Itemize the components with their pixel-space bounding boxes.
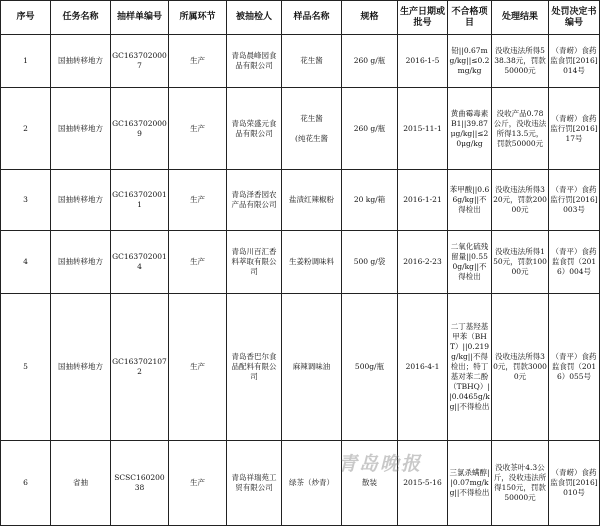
cell-sample-id: GC1637020007 [111, 35, 169, 88]
cell-production-date: 2015-5-16 [398, 441, 448, 526]
cell-spec: 500g/瓶 [342, 294, 398, 441]
cell-sample-id: GC1637020014 [111, 231, 169, 294]
cell-decision-no: （青崂）食药监行罚[2016]17号 [549, 88, 600, 170]
header-task-name: 任务名称 [51, 1, 111, 35]
cell-decision-no: （青平）食药监行罚[2016]003号 [549, 170, 600, 231]
cell-failed-items: 黄曲霉毒素B1||39.87μg/kg||≤20μg/kg [448, 88, 492, 170]
header-sample-name: 样品名称 [282, 1, 342, 35]
header-inspected-unit: 被抽检人 [227, 1, 282, 35]
cell-stage: 生产 [169, 88, 227, 170]
cell-sample-name [282, 88, 342, 170]
cell-no: 3 [1, 170, 51, 231]
sample-name-note: (纯花生酱 [295, 133, 328, 143]
header-stage: 所属环节 [169, 1, 227, 35]
cell-sample-id: GC1637020011 [111, 170, 169, 231]
cell-production-date: 2015-11-1 [398, 88, 448, 170]
cell-failed-items: 二氧化硫残留量||0.550g/kg||不得检出 [448, 231, 492, 294]
cell-sample-name [282, 170, 342, 231]
sample-name-text: 盐渍红辣椒粉 [289, 195, 334, 204]
cell-no: 2 [1, 88, 51, 170]
header-production-date: 生产日期或批号 [398, 1, 448, 35]
cell-task-name: 国抽转移地方 [51, 170, 111, 231]
cell-spec: 260 g/瓶 [342, 35, 398, 88]
cell-spec: 500 g/袋 [342, 231, 398, 294]
header-sample-id: 抽样单编号 [111, 1, 169, 35]
cell-inspected-unit: 青岛荣盛元食品有限公司 [227, 88, 282, 170]
header-no: 序号 [1, 1, 51, 35]
cell-spec: 20 kg/箱 [342, 170, 398, 231]
table-row [1, 441, 600, 526]
cell-failed-items: 苯甲酸||0.66g/kg||不得检出 [448, 170, 492, 231]
cell-sample-id: GC1637020009 [111, 88, 169, 170]
cell-inspected-unit: 青岛泽香园农产品有限公司 [227, 170, 282, 231]
cell-inspected-unit: 青岛川百汇香料萃取有限公司 [227, 231, 282, 294]
table-row [1, 88, 600, 170]
cell-no: 1 [1, 35, 51, 88]
cell-task-name: 国抽转移地方 [51, 35, 111, 88]
cell-stage: 生产 [169, 294, 227, 441]
cell-sample-id: GC1637021072 [111, 294, 169, 441]
sample-name-text: 花生酱 [300, 56, 323, 65]
cell-production-date: 2016-2-23 [398, 231, 448, 294]
cell-inspected-unit: 青岛香巴尔食品配料有限公司 [227, 294, 282, 441]
header-failed-items: 不合格项目 [448, 1, 492, 35]
table-row [1, 170, 600, 231]
cell-task-name: 国抽转移地方 [51, 294, 111, 441]
cell-production-date: 2016-1-21 [398, 170, 448, 231]
cell-sample-name [282, 35, 342, 88]
cell-task-name: 国抽转移地方 [51, 88, 111, 170]
cell-spec: 260 g/瓶 [342, 88, 398, 170]
cell-sample-name [282, 294, 342, 441]
header-spec: 规格 [342, 1, 398, 35]
cell-result: 没收产品0.78公斤，没收违法所得13.5元，罚款50000元 [492, 88, 549, 170]
cell-no: 5 [1, 294, 51, 441]
cell-production-date: 2016-1-5 [398, 35, 448, 88]
cell-sample-name [282, 441, 342, 526]
table-row [1, 35, 600, 88]
cell-decision-no: （青崂）食药监食罚[2016]010号 [549, 441, 600, 526]
cell-decision-no: （青崂）食药监食罚[2016]014号 [549, 35, 600, 88]
cell-inspected-unit: 青岛晨峰园食品有限公司 [227, 35, 282, 88]
cell-spec: 散装 [342, 441, 398, 526]
table-header-row [1, 1, 600, 35]
cell-result: 没收违法所得538.38元，罚款50000元 [492, 35, 549, 88]
cell-stage: 生产 [169, 441, 227, 526]
cell-stage: 生产 [169, 170, 227, 231]
header-result: 处理结果 [492, 1, 549, 35]
header-decision-no: 处罚决定书编号 [549, 1, 600, 35]
table-row [1, 294, 600, 441]
cell-result: 没收违法所得30元，罚款30000元 [492, 294, 549, 441]
cell-production-date: 2016-4-1 [398, 294, 448, 441]
cell-inspected-unit: 青岛祥瑞苑工贸有限公司 [227, 441, 282, 526]
cell-decision-no: （青平）食药监食罚（2016）004号 [549, 231, 600, 294]
cell-sample-id: SCSC16020038 [111, 441, 169, 526]
cell-sample-name [282, 231, 342, 294]
cell-decision-no: （青平）食药监食罚（2016）055号 [549, 294, 600, 441]
cell-task-name: 省抽 [51, 441, 111, 526]
cell-result: 没收违法所得320元，罚款20000元 [492, 170, 549, 231]
cell-task-name: 国抽转移地方 [51, 231, 111, 294]
newspaper-watermark: 青岛晚报 [338, 453, 423, 475]
sample-name-text: 绿茶（炒青） [289, 478, 334, 487]
cell-no: 6 [1, 441, 51, 526]
cell-failed-items: 二丁基羟基甲苯（BHT）||0.219g/kg||不得检出；特丁基对苯二酚（TBHQ）||0.0465g/kg||不得检出 [448, 294, 492, 441]
cell-stage: 生产 [169, 231, 227, 294]
cell-failed-items: 三氯杀螨醇||0.07mg/kg||不得检出 [448, 441, 492, 526]
cell-failed-items: 铅||0.67mg/kg||≤0.2 mg/kg [448, 35, 492, 88]
sample-name-text: 花生酱 [300, 113, 323, 123]
sample-name-text: 麻辣调味油 [292, 362, 331, 371]
cell-no: 4 [1, 231, 51, 294]
cell-stage: 生产 [169, 35, 227, 88]
sample-name-text: 生姜粉调味料 [289, 257, 334, 266]
cell-result: 没收茶叶4.3公斤，没收违法所得150元，罚款50000元 [492, 441, 549, 526]
table-row [1, 231, 600, 294]
cell-result: 没收违法所得150元，罚款10000元 [492, 231, 549, 294]
